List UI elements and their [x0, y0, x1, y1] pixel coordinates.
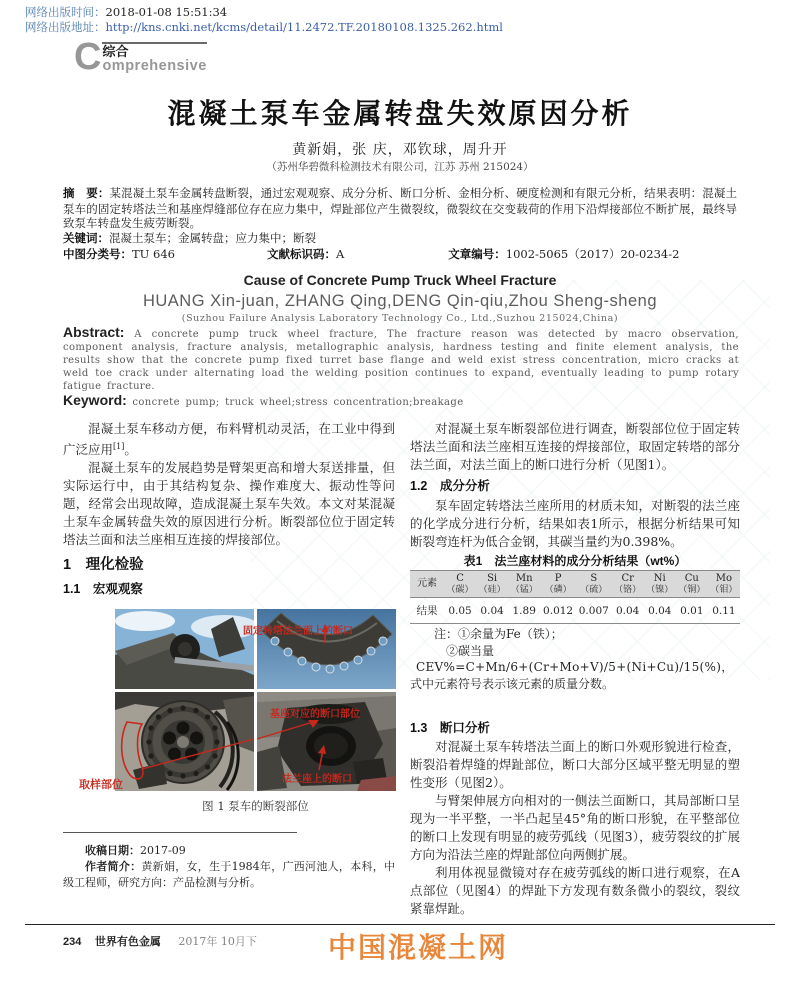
english-authors: HUANG Xin-juan, ZHANG Qing,DENG Qin-qiu,Zhou Sheng-sheng — [142, 292, 658, 310]
paragraph-3: 对混凝土泵车断裂部位进行调查，断裂部位位于固定转塔法兰面和法兰座相互连接的焊接部位，取固定转塔的部分法兰面，对法兰面上的断口进行分析（见图1）。 — [410, 421, 740, 472]
chinese-abstract-block — [63, 186, 737, 263]
clc-segment: 中图分类号：TU 646 — [63, 247, 175, 261]
reference-1: [1] — [113, 442, 125, 451]
english-keywords-text: concrete pump; truck wheel;stress concentration;breakage — [132, 397, 464, 408]
table-1-header-p: P （磷） — [544, 573, 572, 595]
english-abstract-text: A concrete pump truck wheel fracture, The fracture reason was detected by macro observation, component analysis, fracture analysis, metallographic analysis, hardness testing and finite element analysis, the results show that the concrete pump fixed turret base flange and weld exist stress concentration, micro cracks at weld toe crack under alternating load the welding position continues to expand, eventually leading to pump rotary fatigue fracture. — [63, 329, 739, 392]
footnote-divider — [63, 832, 297, 833]
section-heading-1: 1 理化检验 — [63, 557, 144, 573]
value-cu: 0.01 — [680, 605, 704, 617]
note-formula: CEV%=C+Mn/6+(Cr+Mo+V)/5+(Ni+Cu)/15(%)， — [416, 660, 734, 674]
publish-time-label: 网络出版时间： — [25, 5, 106, 19]
note-line-2: ②碳当量 — [446, 643, 495, 658]
table-1-header-cu: Cu （铜） — [678, 573, 706, 595]
figure-1 — [63, 609, 395, 821]
keywords-line — [63, 231, 737, 247]
footer-divider — [25, 924, 775, 925]
paragraph-5: 对混凝土泵车转塔法兰面上的断口外观形貌进行检查，断裂沿着焊缝的焊趾部位，断口大部分区域平整无明显的塑性变形（见图2）。 — [410, 739, 740, 790]
publish-url-label: 网络出版地址： — [25, 20, 106, 34]
table-1-header-element: 元素 — [417, 578, 437, 590]
table-1-header-ni: Ni （镍） — [646, 573, 674, 595]
badge-en-label: omprehensive — [102, 58, 207, 74]
badge-initial: C — [74, 36, 102, 78]
publish-url-link[interactable]: http://kns.cnki.net/kcms/detail/11.2472.TF.20180108.1325.262.html — [105, 20, 503, 34]
footer-line — [63, 933, 257, 949]
table-1-notes — [410, 626, 740, 692]
english-title: Cause of Concrete Pump Truck Wheel Fracture — [243, 272, 557, 288]
value-mn: 1.89 — [512, 605, 536, 617]
abstract-paragraph — [63, 186, 737, 231]
english-abstract-block — [63, 326, 739, 409]
publish-time-value: 2018-01-08 15:51:34 — [105, 5, 228, 19]
keywords-label: 关键词： — [63, 232, 109, 245]
english-abstract — [63, 326, 739, 393]
footnote-bio: 作者简介：黄新娟，女，生于1984年，广西河池人，本科，中级工程师，研究方向：产品检测与分析。 — [63, 860, 395, 889]
value-cr: 0.04 — [615, 605, 640, 617]
affiliation-line: （苏州华碧微科检测技术有限公司，江苏 苏州 215024） — [266, 161, 534, 173]
photo-pump-truck — [115, 609, 254, 689]
table-1-result-row — [410, 598, 740, 624]
meta-publish-url — [25, 20, 503, 35]
value-p: 0.012 — [543, 605, 574, 617]
table-1-header-cr: Cr （铬） — [614, 573, 642, 595]
english-keyword-label: Keyword: — [63, 392, 127, 408]
badge-cn-label: 综合 — [102, 42, 206, 59]
intro-paragraphs — [63, 420, 395, 549]
value-ni: 0.04 — [648, 605, 672, 617]
footer-journal-name: 世界有色金属 — [94, 936, 161, 948]
footer-page-number: 234 — [63, 936, 82, 948]
doc-code-segment: 文献标识码：A — [266, 247, 345, 261]
section-badge — [74, 36, 207, 78]
note-line-4: 式中元素符号表示该元素的质量分数。 — [410, 676, 615, 691]
paragraph-6: 与臂架伸展方向相对的一侧法兰面断口，其局部断口呈现为一半平整，一半凸起呈45°角的断口形貌，在平整部位的断口上发现有明显的疲劳弧线（见图3），疲劳裂纹的扩展方向为沿法兰座的焊趾部位向两侧扩展。 — [410, 793, 740, 862]
section-heading-1-3: 1.3 断口分析 — [410, 721, 490, 735]
english-keyword-line — [63, 394, 739, 409]
abstract-text: 某混凝土泵车金属转盘断裂，通过宏观观察、成分分析、断口分析、金相分析、硬度检测和有限元分析，结果表明：混凝土泵车的固定转塔法兰和基座焊缝部位存在应力集中，焊趾部位产生微裂纹，微裂纹在交变载荷的作用下沿焊接部位不断扩展，最终导致泵车转盘发生疲劳断裂。 — [63, 186, 738, 230]
paragraph-7: 利用体视显微镜对存在疲劳弧线的断口进行观察，在A点部位（见图4）的焊趾下方发现有数条微小的裂纹，裂纹紧靠焊趾。 — [410, 865, 740, 916]
note-line-1: 注：①余量为Fe（铁）； — [434, 627, 563, 641]
fracture-analysis-paragraphs — [410, 738, 740, 918]
paragraph-4: 泵车固定转塔法兰座所用的材质未知，对断裂的法兰座的化学成分进行分析，结果如表1所示，根据分析结果可知断裂弯连杆为低合金钢，其碳当量约为0.398%。 — [410, 498, 740, 549]
table-1 — [410, 570, 740, 624]
section-heading-1-2: 1.2 成分分析 — [410, 479, 490, 493]
footnote-block — [63, 832, 395, 890]
value-c: 0.05 — [448, 605, 472, 617]
article-id-segment: 文章编号：1002-5065（2017）20-0234-2 — [448, 247, 680, 261]
footer-watermark: 中国混凝土网 — [328, 932, 509, 963]
english-affiliation: (Suzhou Failure Analysis Laboratory Technology Co., Ltd.,Suzhou 215024,China) — [181, 313, 619, 324]
paragraph-2: 混凝土泵车的发展趋势是臂架更高和增大泵送排量，但实际运行中，由于其结构复杂、操作难度大、振动性等问题，经常会出现故障，造成混凝土泵车失效。本文对某混凝土泵车金属转盘失效的原因进行分析。断裂部位位于固定转塔法兰面和法兰座相互连接的焊接部位。 — [63, 460, 395, 548]
annotation-base-fracture: 基座对应的断口部位 — [270, 709, 360, 720]
photo-turntable — [115, 692, 254, 791]
english-abstract-label: Abstract: — [63, 324, 125, 340]
annotation-sample-location: 取样部位 — [79, 779, 123, 791]
value-s: 0.007 — [578, 605, 609, 617]
meta-publish-time — [25, 5, 227, 20]
value-si: 0.04 — [480, 605, 504, 617]
footnote-received: 收稿日期：2017-09 — [85, 844, 186, 857]
figure-1-caption: 图 1 泵车的断裂部位 — [202, 799, 309, 813]
table-1-header-mn: Mn （锰） — [510, 573, 538, 595]
classification-line — [63, 247, 737, 263]
footer-issue: 2017年 10月下 — [178, 935, 257, 948]
keywords-text: 混凝土泵车；金属转盘；应力集中；断裂 — [109, 230, 316, 245]
table-1-header-row — [410, 571, 740, 598]
table-1-caption: 表1 法兰座材料的成分分析结果（wt%） — [463, 554, 687, 568]
table-1-result-label: 结果 — [416, 605, 438, 617]
annotation-flange-seat-fracture: 法兰座上的断口 — [282, 774, 352, 785]
right-column — [410, 420, 740, 940]
authors-line: 黄新娟，张 庆，邓钦球，周升开 — [292, 142, 508, 158]
left-column — [63, 420, 395, 940]
photo-flange-arc — [257, 609, 396, 689]
table-1-header-si: Si （硅） — [478, 573, 506, 595]
paragraph-1: 混凝土泵车移动方便，布料臂机动灵活，在工业中得到广泛应用[1]。 — [63, 421, 395, 458]
value-mo: 0.11 — [712, 605, 736, 617]
abstract-label: 摘 要： — [63, 188, 110, 200]
table-1-header-mo: Mo （钼） — [710, 573, 738, 595]
table-1-header-s: S （硫） — [580, 573, 608, 595]
section-heading-1-1: 1.1 宏观观察 — [63, 582, 143, 596]
article-title: 混凝土泵车金属转盘失效原因分析 — [167, 98, 633, 129]
table-1-header-c: C （碳） — [446, 573, 474, 595]
annotation-flange-fracture: 固定转塔法兰面上的断口 — [243, 626, 353, 637]
